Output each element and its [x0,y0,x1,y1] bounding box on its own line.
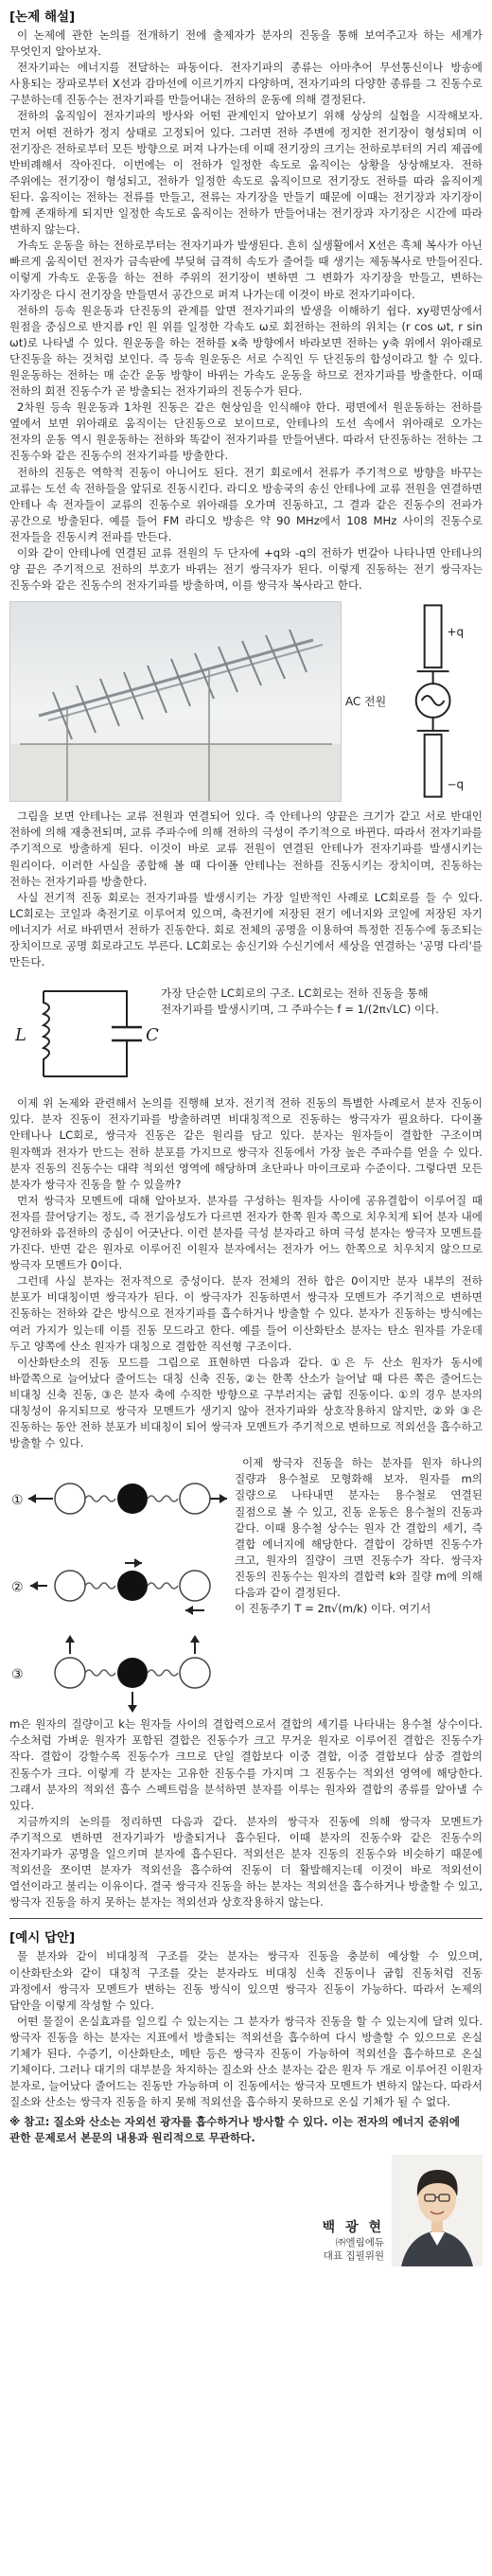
paragraph: 이산화탄소의 진동 모드를 그림으로 표현하면 다음과 같다. ①은 두 산소 원자가 동시에 바깥쪽으로 늘어났다 줄어드는 대칭 신축 진동, ②는 한쪽 산소가 늘어날 때 다른 쪽은 줄어드는 비대칭 신축 진동, ③은 분자 축에 수직한 방향으로 구부러지는 굽힘 진동이다. ①의 경우 분자의 대칭성이 유지되므로 쌍극자 모멘트가 생기지 않아 전자기파와 상호작용하지 않지만, ②와 ③은 진동하는 동안 전하 분포가 비대칭이 되어 쌍극자 모멘트가 주기적으로 변하므로 적외선을 흡수하고 방출할 수 있다. [9,1355,483,1450]
mode-3-diagram [9,1629,229,1716]
mode-1-label: ① [11,1493,24,1509]
author-name: 백 광 현 [322,2219,384,2235]
paragraph: 먼저 쌍극자 모멘트에 대해 알아보자. 분자를 구성하는 원자들 사이에 공유결합이 이루어질 때 전자를 끌어당기는 정도, 즉 전기음성도가 다르면 전자가 한쪽 원자 쪽으로 치우치게 되어 분자 내에 양전하와 음전하의 중심이 어긋난다. 이런 분자를 극성 분자라고 하며 극성 분자는 쌍극자 모멘트를 가진다. 반면 같은 원자로 이루어진 이원자 분자에서는 전자가 어느 한쪽으로 치우치지 않으므로 쌍극자 모멘트가 0이다. [9,1193,483,1272]
paragraph: 전하의 움직임이 전자기파의 방사와 어떤 관계인지 알아보기 위해 상상의 실험을 시작해보자. 먼저 어떤 전하가 정지 상태로 고정되어 있다. 그러면 전하 주변에 정지한 전기장이 형성되며 이 전기장은 전하로부터 모든 방향으로 퍼져 나가는데 이때 전기장의 크기는 전하로부터의 거리 제곱에 반비례해서 작아진다. 이번에는 이 전하가 일정한 속도로 움직이는 상황을 상상해보자. 전하 주위에는 전기장이 형성되고, 전하가 일정한 속도로 움직이므로 전기장도 전하를 따라 움직이게 된다. 움직이는 전하는 전류를 만들고, 전류는 자기장을 만들기 때문에 이때는 전기장과 자기장이 함께 존재하게 되지만 일정한 속도로 움직이는 전하가 만들어내는 전기장과 자기장은 시간에 따라 변하지 않는다. [9,109,483,237]
antenna-figure [9,599,483,803]
antenna-photo [9,601,342,802]
paragraph: 어떤 물질이 온실효과를 일으킬 수 있는지는 그 분자가 쌍극자 진동을 할 수 있는지에 달려 있다. 쌍극자 진동을 하는 분자는 지표에서 방출되는 적외선을 흡수하여 다시 방출할 수 있으므로 온실 기체가 된다. 수증기, 이산화탄소, 메탄 등은 쌍극자 진동이 가능하여 적외선을 흡수하므로 온실 기체이다. 그러나 대기의 대부분을 차지하는 질소와 산소 분자는 같은 원자 두 개로 이루어진 이원자 분자로, 늘어났다 줄어드는 진동만 가능하며 이 진동에서는 쌍극자 모멘트가 변하지 않는다. 따라서 질소와 산소는 쌍극자 진동을 하지 못해 적외선을 흡수하지 못하므로 온실 기체가 될 수 없다. [9,2014,483,2109]
ac-power-label: AC 전원 [344,695,386,709]
period-formula: 이 진동주기 T = 2π√(m/k) 이다. 여기서 [235,1602,431,1616]
vibration-side-text [235,1455,483,1716]
section-heading-answer: [예시 답안] [9,1930,76,1946]
symmetric-stretch-mode [9,1455,229,1542]
paragraph: 2차원 등속 원운동과 1차원 진동은 같은 현상임을 인식해야 한다. 평면에서 원운동하는 전하를 옆에서 보면 위아래로 움직이는 단진동으로 보이므로, 안테나의 도선 속에서 위아래로 오가는 전자의 운동 역시 원운동하는 전하와 똑같이 전자기파를 만들어낸다. 따라서 단진동하는 전하는 그 진동수와 같은 진동수의 전자기파를 방출한다. [9,400,483,463]
paragraph: 물 분자와 같이 비대칭적 구조를 갖는 분자는 쌍극자 진동을 충분히 예상할 수 있으며, 이산화탄소와 같이 대칭적 구조를 갖는 분자라도 비대칭 신축 진동이나 굽힘 진동처럼 진동 과정에서 쌍극자 모멘트가 변하는 진동 방식이 있으면 쌍극자 진동이 가능하다. 따라서 논제의 답안을 이렇게 작성할 수 있다. [9,1949,483,2012]
paragraph: 그림을 보면 안테나는 교류 전원과 연결되어 있다. 즉 안테나의 양끝은 크기가 같고 서로 반대인 전하에 의해 재충전되며, 교류 주파수에 의해 전하의 극성이 주기적으로 바뀐다. 따라서 전자기파를 주기적으로 방출하게 된다. 이것이 바로 교류 전원이 연결된 안테나가 전자기파를 발생시키는 원리이다. 이러한 사실을 종합해 볼 때 다이폴 안테나는 전하를 진동시키는 장치이며, 진동하는 전하는 전자기파를 방출한다. [9,809,483,888]
section-divider [9,1918,483,1919]
asymmetric-stretch-mode [9,1542,229,1629]
author-info [323,2217,384,2266]
mode-1-diagram [9,1455,229,1542]
bending-mode [9,1629,229,1716]
plus-charge-label: +q [447,625,464,639]
reference-note: ※ 참고: 질소와 산소는 자외선 광자를 흡수하거나 방사할 수 있다. 이는 전자의 에너지 준위에 관한 문제로서 본문의 내용과 원리적으로 무관하다. [9,2115,460,2145]
lc-circuit-figure [9,978,483,1090]
co2-vibration-figure [9,1455,483,1716]
capacitor-label: C [146,1025,159,1046]
mode-2-diagram [9,1542,229,1629]
paragraph: 이제 위 논제와 관련해서 논의를 진행해 보자. 전기적 전하 진동의 특별한 사례로서 분자 진동이 있다. 분자 진동이 전자기파를 방출하려면 비대칭적으로 진동하는 쌍극자가 필요하다. 다이폴 안테나나 LC회로, 쌍극자 진동은 같은 원리를 담고 있다. 분자는 원자들이 결합한 구조이며 원자핵과 전자가 만드는 전하 분포를 가지므로 쌍극자 진동에서 가장 높은 주파수를 얻을 수 있다. 분자 진동의 진동수는 대략 적외선 영역에 해당하며 초단파나 마이크로파 수준이다. 그렇다면 모든 분자가 쌍극자 진동을 할 수 있을까? [9,1096,483,1191]
minus-charge-label: −q [447,777,464,791]
paragraph: m은 원자의 질량이고 k는 원자들 사이의 결합력으로서 결합의 세기를 나타내는 용수철 상수이다. 수소처럼 가벼운 원자가 포함된 결합은 진동수가 크고 무거운 원자로 이루어진 결합은 진동수가 작다. 결합이 강할수록 진동수가 크므로 단일 결합보다 이중 결합, 이중 결합보다 삼중 결합의 진동수가 크다. 이렇게 각 분자는 고유한 진동수를 가지며 그 진동수는 적외선 영역에 해당한다. 그래서 분자의 적외선 흡수 스펙트럼을 분석하면 분자를 이루는 원자와 결합의 종류를 알아낼 수 있다. [9,1717,483,1812]
vibration-mode-figures [9,1455,229,1716]
paragraph: 가속도 운동을 하는 전하로부터는 전자기파가 발생된다. 흔히 실생활에서 X선은 흑체 복사가 아닌 빠르게 움직이던 전자가 금속판에 부딪혀 급격히 속도가 줄어들 때 생기는 제동복사로 만들어진다. 이렇게 가속도 운동을 하는 전하 주위의 전기장이 변하면 그 변화가 자기장을 만들고, 변하는 자기장은 다시 전기장을 만들면서 공간으로 퍼져 나가는데 이것이 바로 전자기파이다. [9,239,483,301]
author-affiliation: ㈜엘림에듀 [335,2236,384,2248]
mode-2-label: ② [11,1580,24,1596]
paragraph: 전자기파는 에너지를 전달하는 파동이다. 전자기파의 종류는 아마추어 무선통신이나 방송에 사용되는 장파로부터 X선과 감마선에 이르기까지 다양하며, 전자기파의 다양한 종류를 그 진동수로 구분하는데 진동수는 전자기파를 만들어내는 전하의 운동에 의해 결정된다. [9,61,483,107]
paragraph: 이제 쌍극자 진동을 하는 분자를 원자 하나의 질량과 용수철로 모형화해 보자. 원자를 m의 질량으로 나타내면 분자는 용수철로 연결된 질점으로 볼 수 있고, 진동 운동은 용수철의 진동과 같다. 이때 용수철 상수는 원자 간 결합의 세기, 즉 결합 에너지에 해당한다. 결합이 강하면 진동수가 크고, 원자의 질량이 크면 진동수가 작다. 쌍극자 진동의 진동수는 원자의 결합력 k와 질량 m에 의해 다음과 같이 결정된다. [235,1456,483,1600]
author-role: 대표 집필위원 [323,2249,384,2262]
lc-circuit-diagram [9,978,161,1090]
answer-section [9,1927,483,2110]
lower-section [9,1095,483,1451]
author-portrait [392,2155,483,2266]
paragraph: 이와 같이 안테나에 연결된 교류 전원의 두 단자에 +q와 -q의 전하가 번갈아 나타나면 안테나의 양 끝은 주기적으로 전하의 부호가 바뀌는 전기 쌍극자가 된다. 이렇게 진동하는 전기 쌍극자는 진동수와 같은 진동수의 전자기파를 방출하며, 이를 쌍극자 복사라고 한다. [9,546,483,593]
paragraph: 사실 전기적 진동 회로는 전자기파를 발생시키는 가장 일반적인 사례로 LC회로를 들 수 있다. LC회로는 코일과 축전기로 이루어져 있으며, 축전기에 저장된 전기 에너지와 코일에 저장된 자기 에너지가 서로 바뀌면서 전하가 진동한다. 회로 전체의 공명을 이용하여 특정한 진동수에 동조되는 장치이므로 공명 회로라고도 부른다. LC회로는 송신기와 수신기에서 세상을 연결하는 '공명 다리'를 만든다. [9,890,483,969]
section-heading-explanation: [논제 해설] [9,9,76,25]
yagi-antenna-image [10,602,342,801]
paragraph: 이 논제에 관한 논의를 전개하기 전에 출제자가 분자의 진동을 통해 보여주고자 하는 세계가 무엇인지 알아보자. [9,28,483,59]
paragraph: 그런데 사실 분자는 전자적으로 중성이다. 분자 전체의 전하 합은 0이지만 분자 내부의 전하 분포가 비대칭이면 쌍극자가 된다. 이 쌍극자가 진동하면서 쌍극자 모멘트가 주기적으로 변하면 진동하는 전하와 같은 방식으로 전자기파를 흡수하거나 방출할 수 있다. 분자가 진동하는 방식에는 여러 가지가 있는데 이를 진동 모드라고 한다. 예를 들어 이산화탄소 분자는 탄소 원자를 가운데 두고 양쪽에 산소 원자가 대칭으로 결합한 직선형 구조이다. [9,1274,483,1353]
explanation-section [9,6,483,594]
inductor-label: L [15,1025,26,1046]
after-molecules-section [9,1716,483,1910]
mode-3-label: ③ [11,1667,24,1683]
ac-dipole-circuit [342,599,483,803]
paragraph: 전하의 등속 원운동과 단진동의 관계를 알면 전자기파의 발생을 이해하기 쉽다. xy평면상에서 원점을 중심으로 반지름 r인 원 위를 일정한 각속도 ω로 회전하는 전하의 위치는 (r cos ωt, r sin ωt)로 나타낼 수 있다. 원운동을 하는 전하를 x축 방향에서 바라보면 전하는 y축 위에서 위아래로 단진동을 하는 것처럼 보인다. 즉 등속 원운동은 서로 수직인 두 단진동의 합성이라고 할 수 있다. 원운동하는 전하는 매 순간 운동 방향이 바뀌는 가속도 운동을 하므로 전자기파를 방출한다. 이때 전하의 회전 진동수가 곧 방출되는 전자기파의 진동수가 된다. [9,303,483,399]
author-signature [9,2155,483,2266]
middle-section [9,808,483,970]
paragraph: 지금까지의 논의를 정리하면 다음과 같다. 분자의 쌍극자 진동에 의해 쌍극자 모멘트가 주기적으로 변하면 전자기파가 방출되거나 흡수된다. 이때 분자의 진동수와 같은 진동수의 전자기파가 공명을 일으키며 분자에 흡수된다. 적외선은 분자 진동의 진동수와 비슷하기 때문에 적외선을 쪼이면 분자가 적외선을 흡수하여 진동이 더 활발해지는데 이것이 바로 적외선이 열선이라고 불리는 이유이다. 결국 쌍극자 진동을 하는 분자는 적외선을 흡수하거나 방출할 수 있고, 쌍극자 진동을 하지 못하는 분자는 적외선과 상호작용하지 않는다. [9,1814,483,1910]
lc-caption: 가장 단순한 LC회로의 구조. LC회로는 전하 진동을 통해 전자기파를 발생시키며, 그 주파수는 f = 1/(2π√LC) 이다. [161,986,439,1017]
paragraph: 전하의 진동은 역학적 진동이 아니어도 된다. 전기 회로에서 전류가 주기적으로 방향을 바꾸는 교류는 도선 속 전하들을 앞뒤로 진동시킨다. 라디오 방송국의 송신 안테나에 교류 전원을 연결하면 안테나 속 전자들이 교류의 진동수로 위아래를 오가며 진동하고, 그 결과 같은 진동수의 전파가 공간으로 방출된다. 예를 들어 FM 라디오 방송은 약 90 MHz에서 108 MHz 사이의 진동수로 전자들을 진동시켜 전파를 만든다. [9,465,483,543]
